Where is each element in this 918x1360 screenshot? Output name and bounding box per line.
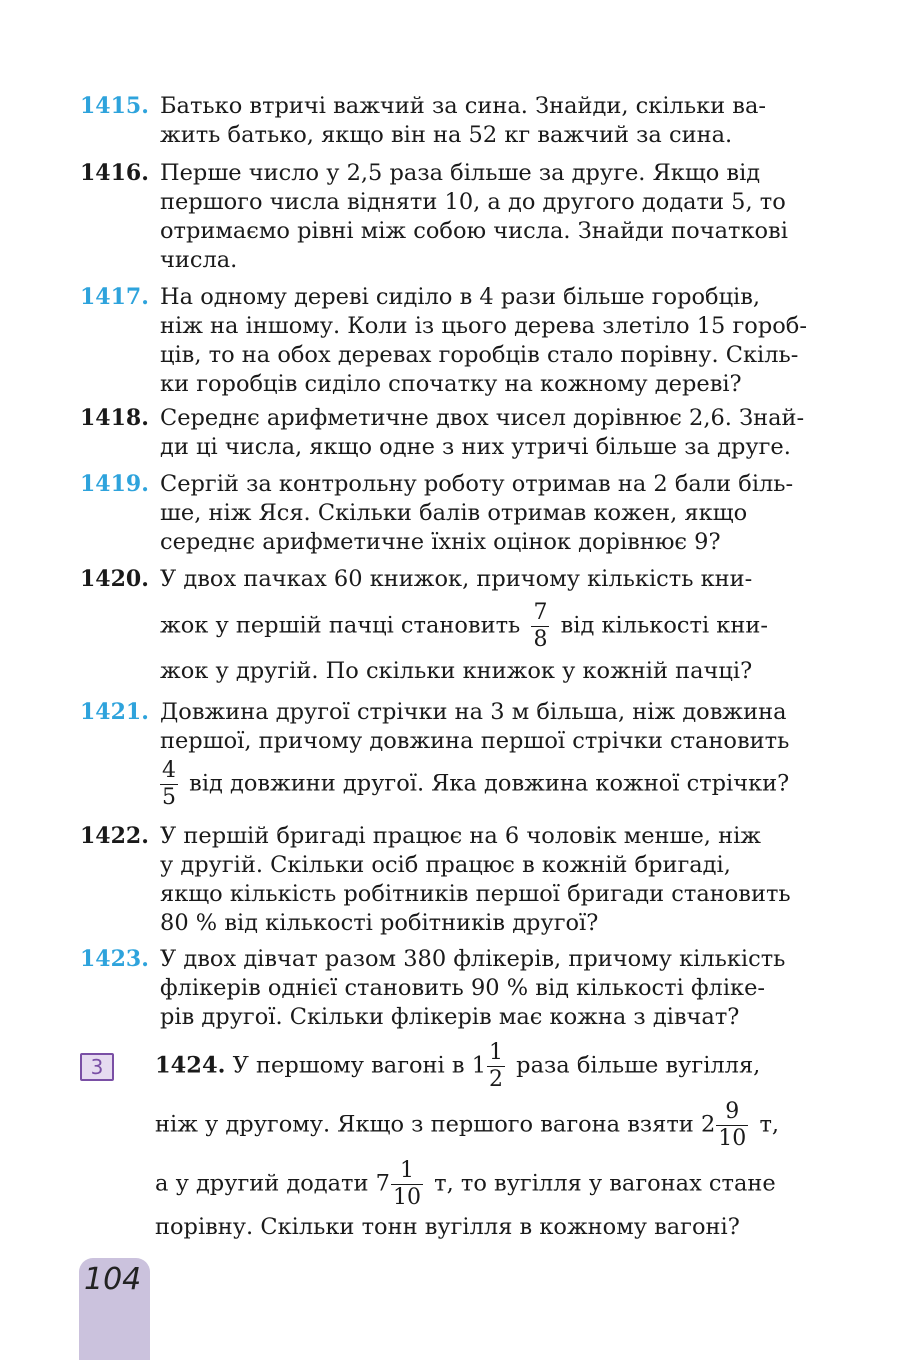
text-line: Перше число у 2,5 раза більше за друге. Якщо від bbox=[160, 160, 761, 186]
fraction bbox=[531, 600, 549, 653]
problem-1423 bbox=[80, 945, 846, 1032]
denominator: 10 bbox=[718, 1126, 747, 1151]
fraction bbox=[391, 1158, 423, 1211]
denominator: 2 bbox=[489, 1067, 504, 1092]
text-line: отримаємо рівні між собою числа. Знайди початкові bbox=[160, 218, 788, 244]
problem-number: 1423. bbox=[80, 946, 149, 972]
numerator: 7 bbox=[533, 600, 548, 625]
text-segment: а у другий додати 7 bbox=[155, 1170, 390, 1197]
denominator: 5 bbox=[162, 785, 176, 810]
text-line-with-fraction bbox=[155, 1158, 845, 1211]
text-line: ніж на іншому. Коли із цього дерева злетіло 15 гороб- bbox=[160, 313, 807, 339]
text-line: У двох пачках 60 книжок, причому кількість кни- bbox=[160, 566, 753, 592]
text-line: У першій бригаді працює на 6 чоловік менше, ніж bbox=[160, 823, 761, 849]
text-line: першої, причому довжина першої стрічки становить bbox=[160, 728, 790, 754]
text-segment: від довжини другої. Яка довжина кожної стрічки? bbox=[189, 770, 790, 797]
text-segment: т, то вугілля у вагонах стане bbox=[434, 1170, 776, 1197]
problem-number: 1424. bbox=[155, 1052, 226, 1079]
text-segment: жок у першій пачці становить bbox=[160, 612, 521, 639]
numerator: 4 bbox=[162, 758, 176, 783]
numerator: 1 bbox=[489, 1040, 504, 1065]
text-line-with-fraction bbox=[155, 1040, 845, 1093]
problem-number: 1421. bbox=[80, 699, 149, 725]
text-line: у другій. Скільки осіб працює в кожній бригаді, bbox=[160, 852, 731, 878]
problem-number: 1422. bbox=[80, 823, 149, 849]
text-line: жить батько, якщо він на 52 кг важчий за сина. bbox=[160, 122, 733, 148]
text-line: ки горобців сиділо спочатку на кожному дереві? bbox=[160, 371, 742, 397]
text-line: На одному дереві сиділо в 4 рази більше горобців, bbox=[160, 284, 761, 310]
text-line: першого числа відняти 10, а до другого додати 5, то bbox=[160, 189, 786, 215]
text-line: Сергій за контрольну роботу отримав на 2 бали біль- bbox=[160, 471, 794, 497]
text-segment: т, bbox=[759, 1111, 780, 1138]
problem-number: 1420. bbox=[80, 566, 149, 592]
fraction bbox=[716, 1099, 748, 1152]
problem-1424 bbox=[155, 1040, 845, 1242]
text-line: Середнє арифметичне двох чисел дорівнює 2,6. Знай- bbox=[160, 405, 805, 431]
problem-number: 1416. bbox=[80, 160, 149, 186]
denominator: 10 bbox=[392, 1185, 421, 1210]
text-line: порівну. Скільки тонн вугілля в кожному вагоні? bbox=[155, 1214, 740, 1240]
text-line: середнє арифметичне їхніх оцінок дорівнює 9? bbox=[160, 529, 721, 555]
text-segment: У першому вагоні в 1 bbox=[232, 1052, 487, 1079]
problem-1421 bbox=[80, 698, 846, 811]
text-line-with-fraction bbox=[160, 758, 846, 811]
fraction bbox=[160, 758, 178, 811]
numerator: 1 bbox=[399, 1158, 414, 1183]
problem-1416 bbox=[80, 159, 846, 275]
text-line: ців, то на обох деревах горобців стало порівну. Скіль- bbox=[160, 342, 799, 368]
problem-number: 1415. bbox=[80, 93, 149, 119]
text-line: У двох дівчат разом 380 флікерів, причому кількість bbox=[160, 946, 786, 972]
text-segment: від кількості кни- bbox=[560, 612, 768, 639]
text-line: Довжина другої стрічки на 3 м більша, ніж довжина bbox=[160, 699, 787, 725]
problem-1420 bbox=[80, 565, 846, 686]
difficulty-level-badge: 3 bbox=[80, 1053, 114, 1081]
numerator: 9 bbox=[725, 1099, 740, 1124]
text-segment: ніж у другому. Якщо з першого вагона взяти 2 bbox=[155, 1111, 716, 1138]
problem-number: 1418. bbox=[80, 405, 149, 431]
text-line: якщо кількість робітників першої бригади становить bbox=[160, 881, 791, 907]
problem-1422 bbox=[80, 822, 846, 938]
text-line: ди ці числа, якщо одне з них утричі більше за друге. bbox=[160, 434, 791, 460]
problem-1415 bbox=[80, 92, 846, 150]
problem-number: 1419. bbox=[80, 471, 149, 497]
text-line: жок у другій. По скільки книжок у кожній пачці? bbox=[160, 658, 753, 684]
problem-number: 1417. bbox=[80, 284, 149, 310]
problem-1418 bbox=[80, 404, 846, 462]
problem-1419 bbox=[80, 470, 846, 557]
denominator: 8 bbox=[533, 627, 548, 652]
text-segment: раза більше вугілля, bbox=[516, 1052, 761, 1079]
text-line: ше, ніж Яся. Скільки балів отримав кожен, якщо bbox=[160, 500, 748, 526]
text-line-with-fraction bbox=[160, 600, 846, 653]
text-line: Батько втричі важчий за сина. Знайди, скільки ва- bbox=[160, 93, 766, 119]
text-line: рів другої. Скільки флікерів має кожна з дівчат? bbox=[160, 1004, 740, 1030]
text-line: флікерів однієї становить 90 % від кількості флікe- bbox=[160, 975, 766, 1001]
problem-1417 bbox=[80, 283, 846, 399]
text-line: числа. bbox=[160, 247, 238, 273]
page-number: 104 bbox=[84, 1262, 142, 1297]
fraction bbox=[487, 1040, 505, 1093]
text-line: 80 % від кількості робітників другої? bbox=[160, 910, 599, 936]
text-line-with-fraction bbox=[155, 1099, 845, 1152]
